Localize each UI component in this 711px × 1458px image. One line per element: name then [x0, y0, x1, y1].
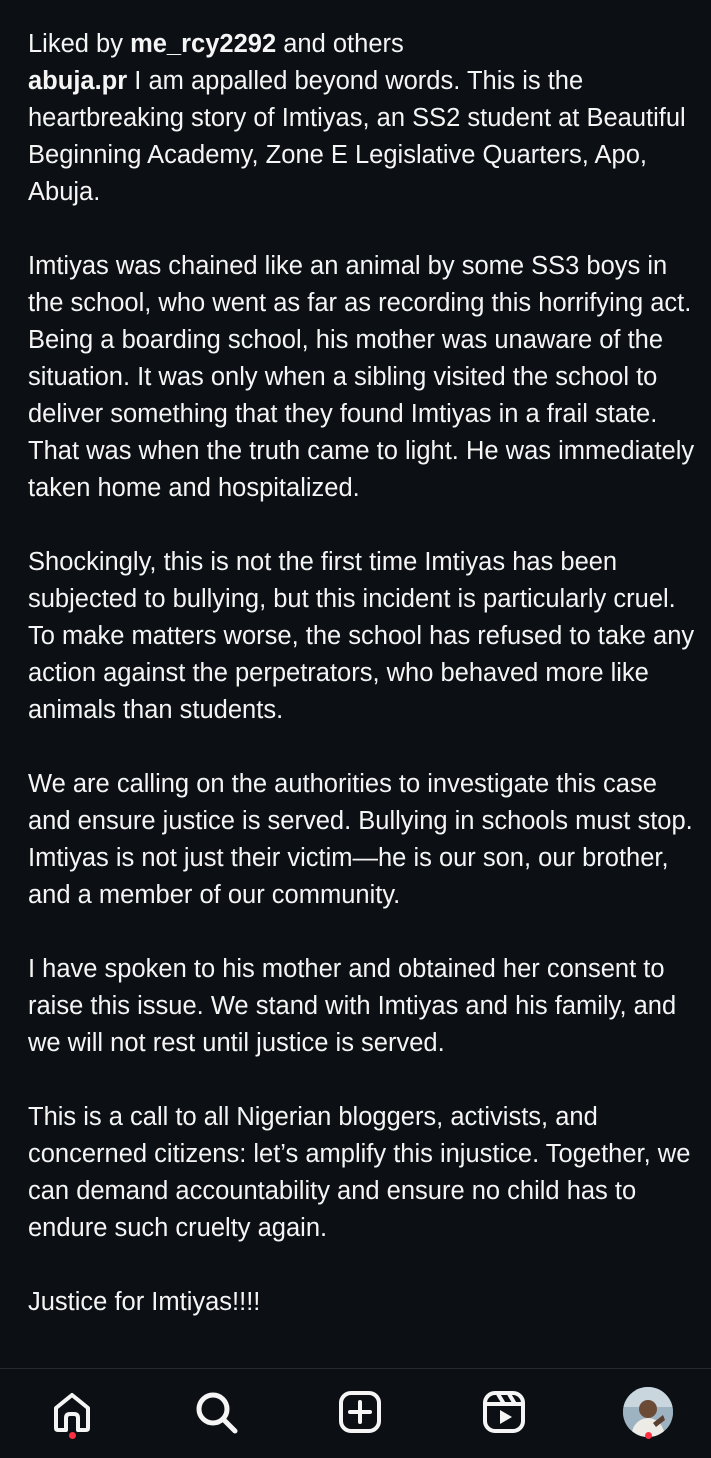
caption-paragraph-6: This is a call to all Nigerian bloggers, activists, and concerned citizens: let’s amplify this injustice. Together, we can demand accountability and ensure no child has to endure such cruelty again.: [28, 1103, 691, 1242]
liked-by-username[interactable]: me_rcy2292: [130, 30, 277, 58]
caption-paragraph-4: We are calling on the authorities to investigate this case and ensure justice is served. Bullying in schools must stop. Imtiyas is not just their victim—he is our son, our brother, and a member of our community.: [28, 770, 693, 909]
nav-profile-button[interactable]: [623, 1387, 673, 1437]
nav-home-button[interactable]: [47, 1387, 97, 1437]
bottom-navigation-bar: [0, 1368, 711, 1458]
reels-icon: [480, 1388, 528, 1436]
search-icon: [192, 1388, 240, 1436]
caption-username[interactable]: abuja.pr: [28, 67, 128, 95]
create-post-icon: [336, 1388, 384, 1436]
post-caption-area: [28, 26, 698, 1358]
likes-suffix[interactable]: and others: [283, 30, 404, 58]
home-notification-dot: [69, 1432, 76, 1439]
nav-search-button[interactable]: [191, 1387, 241, 1437]
caption-paragraph-2: Imtiyas was chained like an animal by some SS3 boys in the school, who went as far as recording this horrifying act. Being a boarding school, his mother was unaware of the situation. It was only when a sibling visited the school to deliver something that they found Imtiyas in a frail state. That was when the truth came to light. He was immediately taken home and hospitalized.: [28, 252, 695, 502]
caption-paragraph-3: Shockingly, this is not the first time Imtiyas has been subjected to bullying, but this incident is particularly cruel. To make matters worse, the school has refused to take any action against the perpetrators, who behaved more like animals than students.: [28, 548, 695, 724]
caption-paragraph-5: I have spoken to his mother and obtained her consent to raise this issue. We stand with Imtiyas and his family, and we will not rest until justice is served.: [28, 955, 677, 1057]
nav-reels-button[interactable]: [479, 1387, 529, 1437]
caption-paragraph-7: Justice for Imtiyas!!!!: [28, 1288, 261, 1316]
caption-text-1: I am appalled beyond words. This is the heartbreaking story of Imtiyas, an SS2 student at Beautiful Beginning Academy, Zone E Legislative Quarters, Apo, Abuja.: [28, 67, 686, 206]
nav-create-button[interactable]: [335, 1387, 385, 1437]
likes-prefix: Liked by: [28, 30, 123, 58]
likes-summary[interactable]: [28, 26, 698, 63]
profile-notification-dot: [645, 1432, 652, 1439]
caption-paragraph-1: [28, 63, 698, 211]
profile-avatar: [623, 1387, 673, 1437]
home-icon: [48, 1388, 96, 1436]
